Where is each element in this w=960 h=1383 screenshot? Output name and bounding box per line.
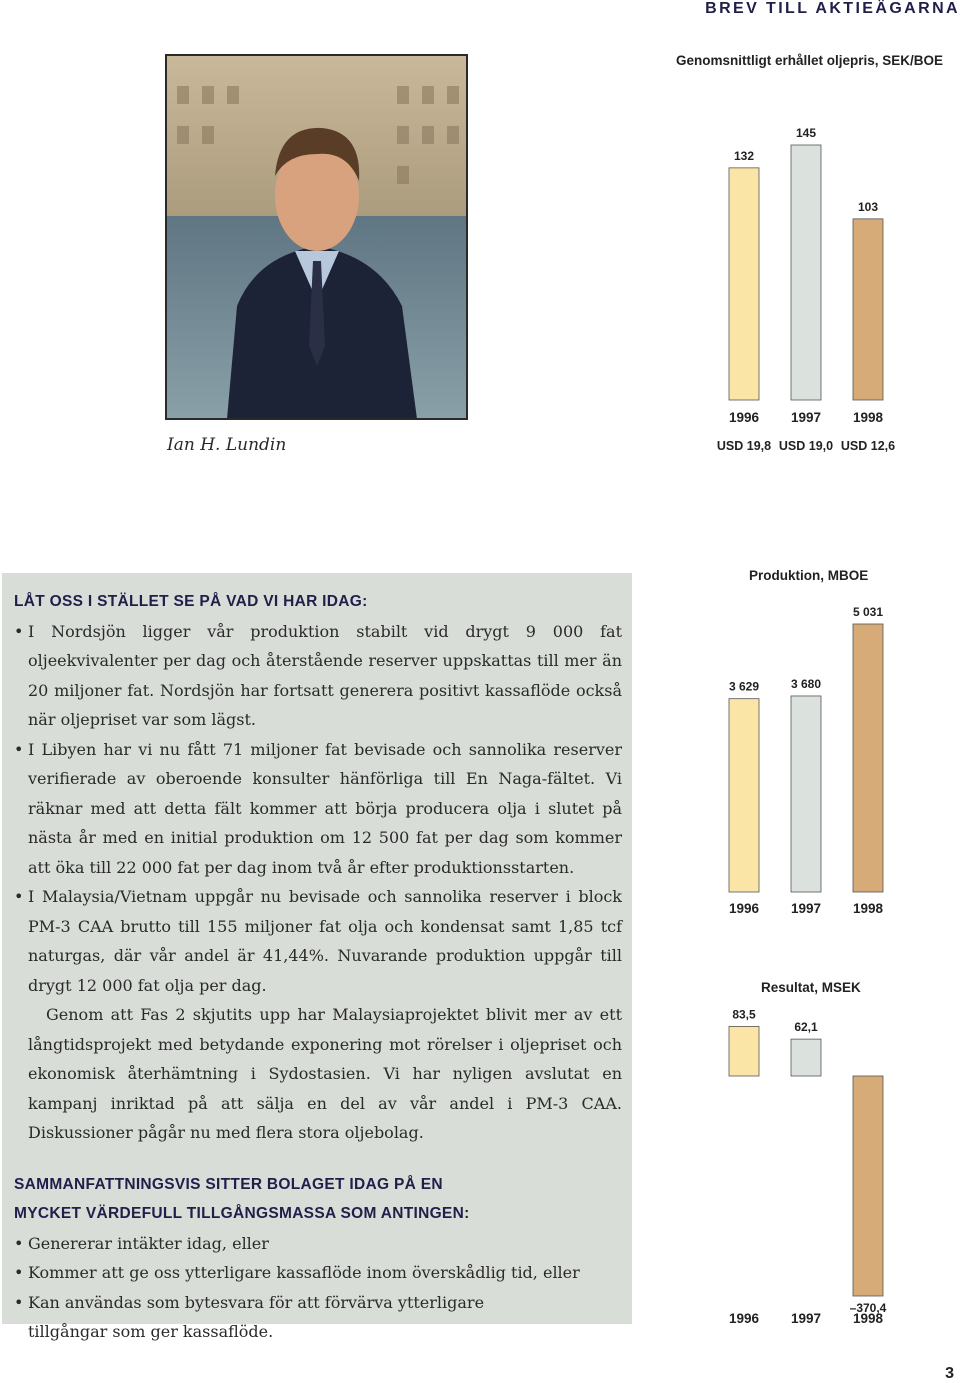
bullet-cashflow: • Kommer att ge oss ytterligare kassaflöde inom överskådlig tid, eller xyxy=(14,1258,622,1288)
year-label-1998: 1998 xyxy=(852,410,884,425)
year-label-1998: 1998 xyxy=(852,901,884,916)
bar-1996 xyxy=(729,699,759,892)
value-label-1998: –370,4 xyxy=(849,1301,887,1315)
photo-caption: Ian H. Lundin xyxy=(167,435,287,455)
bar-1996 xyxy=(729,168,759,400)
year-label-1997: 1997 xyxy=(790,410,822,425)
bar-1996 xyxy=(729,1026,759,1076)
result-chart-title: Resultat, MSEK xyxy=(761,980,861,995)
year-label-1997: 1997 xyxy=(790,901,822,916)
usd-label-1998: USD 12,6 xyxy=(840,439,896,453)
bullet-icon: • xyxy=(14,739,24,759)
year-label-1996: 1996 xyxy=(728,1311,760,1326)
bullet-trade: • Kan användas som bytesvara för att förvärva ytterligare tillgångar som ger kassaflöde. xyxy=(14,1288,622,1347)
bar-1997 xyxy=(791,145,821,400)
production-chart xyxy=(700,590,920,920)
bullet-icon: • xyxy=(14,887,24,906)
usd-label-1996: USD 19,8 xyxy=(716,439,772,453)
bullet-icon: • xyxy=(14,1292,24,1312)
value-label-1997: 3 680 xyxy=(790,676,822,691)
section-header: BREV TILL AKTIEÄGARNA xyxy=(705,0,960,17)
bar-1998 xyxy=(853,624,883,892)
bullet-icon: • xyxy=(14,621,24,641)
production-chart-title: Produktion, MBOE xyxy=(749,568,869,583)
page-number: 3 xyxy=(945,1365,954,1382)
bullet-revenue: • Genererar intäkter idag, eller xyxy=(14,1229,622,1259)
year-label-1998: 1998 xyxy=(852,1311,884,1326)
value-label-1997: 145 xyxy=(795,126,817,140)
bar-1997 xyxy=(791,1039,821,1076)
year-label-1997: 1997 xyxy=(790,1311,822,1326)
value-label-1996: 3 629 xyxy=(728,679,760,694)
panel-heading-summary-2: MYCKET VÄRDEFULL TILLGÅNGSMASSA SOM ANTINGEN: xyxy=(14,1205,470,1222)
bullet-malaysia: • I Malaysia/Vietnam uppgår nu bevisade och sannolika reserver i block PM-3 CAA brutto till 155 miljoner fat olja och kondensat samt 1,85 tcf naturgas, där vår andel är 41,44%. Nuvarande produktion uppgår till drygt 12 000 fat olja per dag. xyxy=(14,882,622,1000)
value-label-1998: 103 xyxy=(857,199,879,214)
bar-1998 xyxy=(853,219,883,400)
year-label-1996: 1996 xyxy=(728,410,760,425)
bullet-north-sea: • I Nordsjön ligger vår produktion stabilt vid drygt 9 000 fat oljeekvivalenter per dag och återstående reserver uppskattas till mer än 20 miljoner fat. Nordsjön har fortsatt generera positivt kassaflöde också när oljepriset var som lägst. xyxy=(14,617,622,735)
bullet-icon: • xyxy=(14,1263,24,1282)
paragraph-malaysia-project: Genom att Fas 2 skjutits upp har Malaysiaprojektet blivit mer av ett långtidsprojekt med betydande exponering mot rörelser i oljepriset och ekonomisk återhämtning i Sydostasien. Vi har nyligen avslutat en kampanj inriktad på att sälja en del av vår andel i PM-3 CAA. Diskussioner pågår nu med flera stora oljebolag. xyxy=(28,1005,622,1142)
bullet-icon: • xyxy=(14,1233,24,1253)
oil-price-chart-title: Genomsnittligt erhållet oljepris, SEK/BOE xyxy=(676,53,944,68)
value-label-1996: 132 xyxy=(733,148,755,163)
value-label-1997: 62,1 xyxy=(794,1020,818,1035)
usd-label-1997: USD 19,0 xyxy=(778,439,834,453)
value-label-1998: 5 031 xyxy=(852,605,884,619)
result-chart xyxy=(700,1000,920,1330)
year-label-1996: 1996 xyxy=(728,901,760,916)
text-panel xyxy=(2,573,632,1341)
bullet-libya: • I Libyen har vi nu fått 71 miljoner fat bevisade och sannolika reserver verifierade av oberoende konsulter hänförliga till En Naga-fältet. Vi räknar med att detta fält kommer att börja producera olja i slutet på nästa år med en initial produktion om 12 500 fat per dag som kommer att öka till 22 000 fat per dag inom två år efter produktionsstarten. xyxy=(14,735,622,883)
bar-1997 xyxy=(791,696,821,892)
panel-heading-summary-1: SAMMANFATTNINGSVIS SITTER BOLAGET IDAG PÅ EN xyxy=(14,1175,443,1193)
portrait-illustration xyxy=(167,56,467,419)
value-label-1996: 83,5 xyxy=(732,1007,756,1022)
panel-heading-today: LÅT OSS I STÄLLET SE PÅ VAD VI HAR IDAG: xyxy=(14,593,368,610)
oil-price-chart xyxy=(700,110,920,460)
bar-1998 xyxy=(853,1076,883,1296)
portrait-photo xyxy=(165,54,468,420)
